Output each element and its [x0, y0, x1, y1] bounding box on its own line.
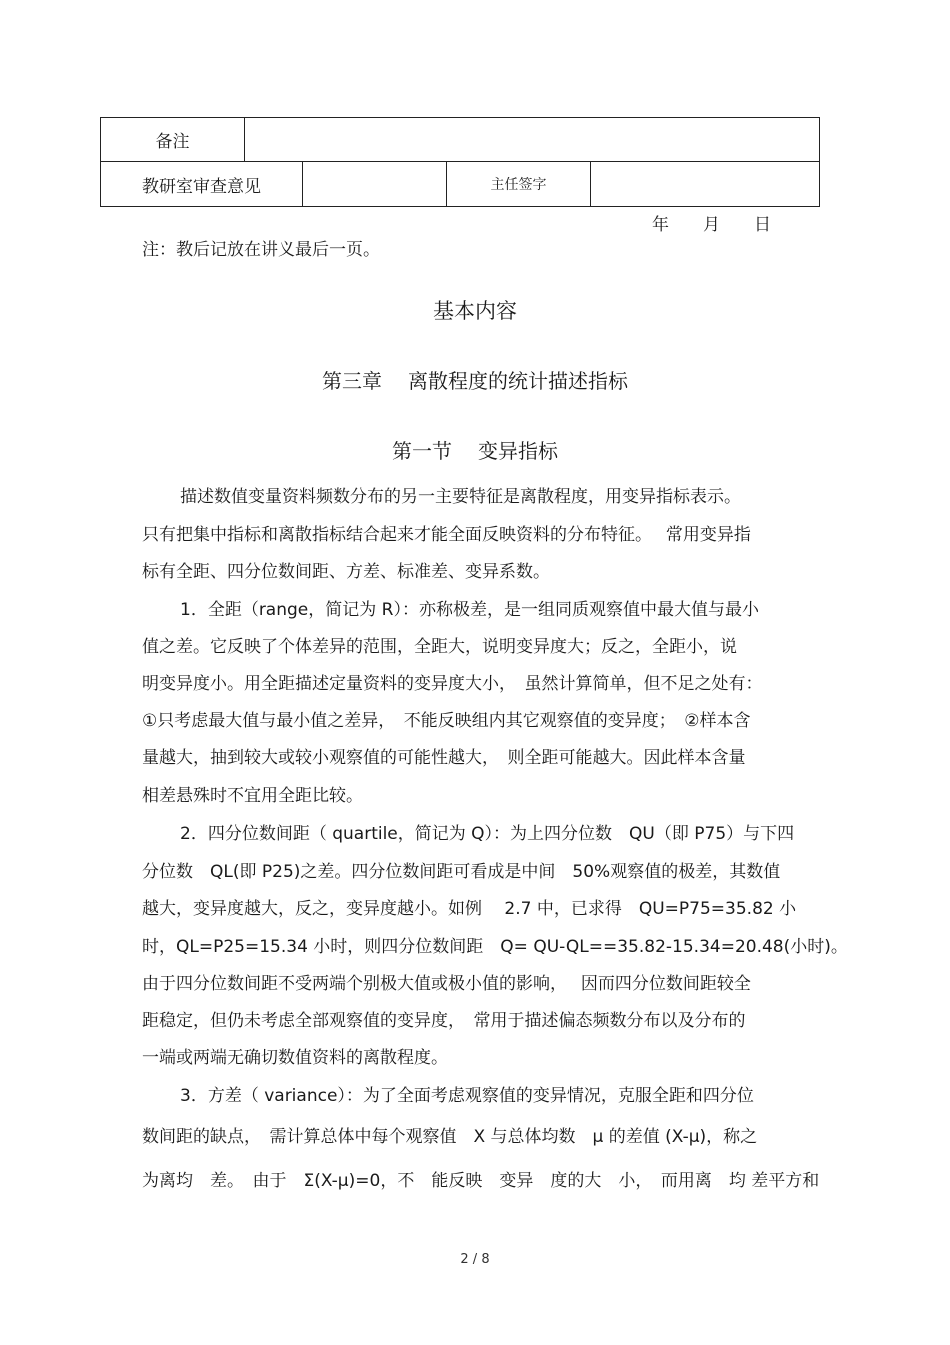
section-number: 第一节 — [392, 439, 452, 463]
review-table — [100, 117, 820, 207]
body-line: ①只考虑最大值与最小值之差异， 不能反映组内其它观察值的变异度； ②样本含 — [142, 711, 751, 731]
review-opinion-label: 教研室审查意见 — [101, 162, 303, 207]
review-row — [101, 162, 820, 207]
section-heading — [0, 435, 950, 464]
body-line: 由于四分位数间距不受两端个别极大值或极小值的影响， 因而四分位数间距较全 — [142, 974, 751, 994]
body-line: 数间距的缺点， 需计算总体中每个观察值 X 与总体均数 μ 的差值 (X-μ)，称之 — [142, 1127, 758, 1147]
main-heading: 基本内容 — [433, 299, 517, 323]
remarks-value — [245, 118, 820, 162]
review-opinion-value — [303, 162, 447, 207]
body-line: 标有全距、四分位数间距、方差、标准差、变异系数。 — [142, 562, 550, 582]
chapter-heading — [0, 365, 950, 394]
date-month: 月 — [703, 215, 720, 235]
body-line: 一端或两端无确切数值资料的离散程度。 — [142, 1048, 448, 1068]
remarks-row — [101, 118, 820, 162]
date-line — [652, 210, 771, 235]
chapter-title: 离散程度的统计描述指标 — [408, 369, 628, 393]
body-line: 明变异度小。用全距描述定量资料的变异度大小， 虽然计算简单，但不足之处有： — [142, 674, 763, 694]
body-line: 相差悬殊时不宜用全距比较。 — [142, 786, 363, 806]
body-line: 描述数值变量资料频数分布的另一主要特征是离散程度，用变异指标表示。 — [180, 487, 741, 507]
body-line: 3．方差（ variance）：为了全面考虑观察值的变异情况，克服全距和四分位 — [180, 1086, 754, 1106]
chapter-number: 第三章 — [322, 369, 382, 393]
body-line: 值之差。它反映了个体差异的范围，全距大，说明变异度大；反之，全距小，说 — [142, 637, 737, 657]
body-line: 时，QL=P25=15.34 小时，则四分位数间距 Q= QU-QL==35.82-15.34=20.48(小时)。 — [142, 937, 848, 957]
body-line: 分位数 QL(即 P25)之差。四分位数间距可看成是中间 50%观察值的极差，其数值 — [142, 862, 781, 882]
date-year: 年 — [652, 215, 669, 235]
body-line: 越大，变异度越大，反之，变异度越小。如例 2.7 中，已求得 QU=P75=35.82 小 — [142, 899, 797, 919]
body-line: 量越大，抽到较大或较小观察值的可能性越大， 则全距可能越大。因此样本含量 — [142, 748, 746, 768]
body-line: 只有把集中指标和离散指标结合起来才能全面反映资料的分布特征。 常用变异指 — [142, 525, 751, 545]
body-line: 为离均 差。 由于 Σ(X-μ)=0，不 能反映 变异 度的大 小， 而用离 均 差平方和 — [142, 1171, 820, 1191]
body-line: 1．全距（range，简记为 R）：亦称极差，是一组同质观察值中最大值与最小 — [180, 600, 759, 620]
director-sign-label: 主任签字 — [447, 162, 591, 207]
date-day: 日 — [754, 215, 771, 235]
page-number: 2 / 8 — [460, 1252, 490, 1267]
director-sign-value — [591, 162, 820, 207]
body-line: 2．四分位数间距（ quartile，简记为 Q）：为上四分位数 QU（即 P75）与下四 — [180, 824, 795, 844]
remarks-label: 备注 — [101, 118, 245, 162]
section-title: 变异指标 — [478, 439, 558, 463]
note-text: 注：教后记放在讲义最后一页。 — [142, 240, 380, 260]
body-line: 距稳定，但仍未考虑全部观察值的变异度， 常用于描述偏态频数分布以及分布的 — [142, 1011, 746, 1031]
